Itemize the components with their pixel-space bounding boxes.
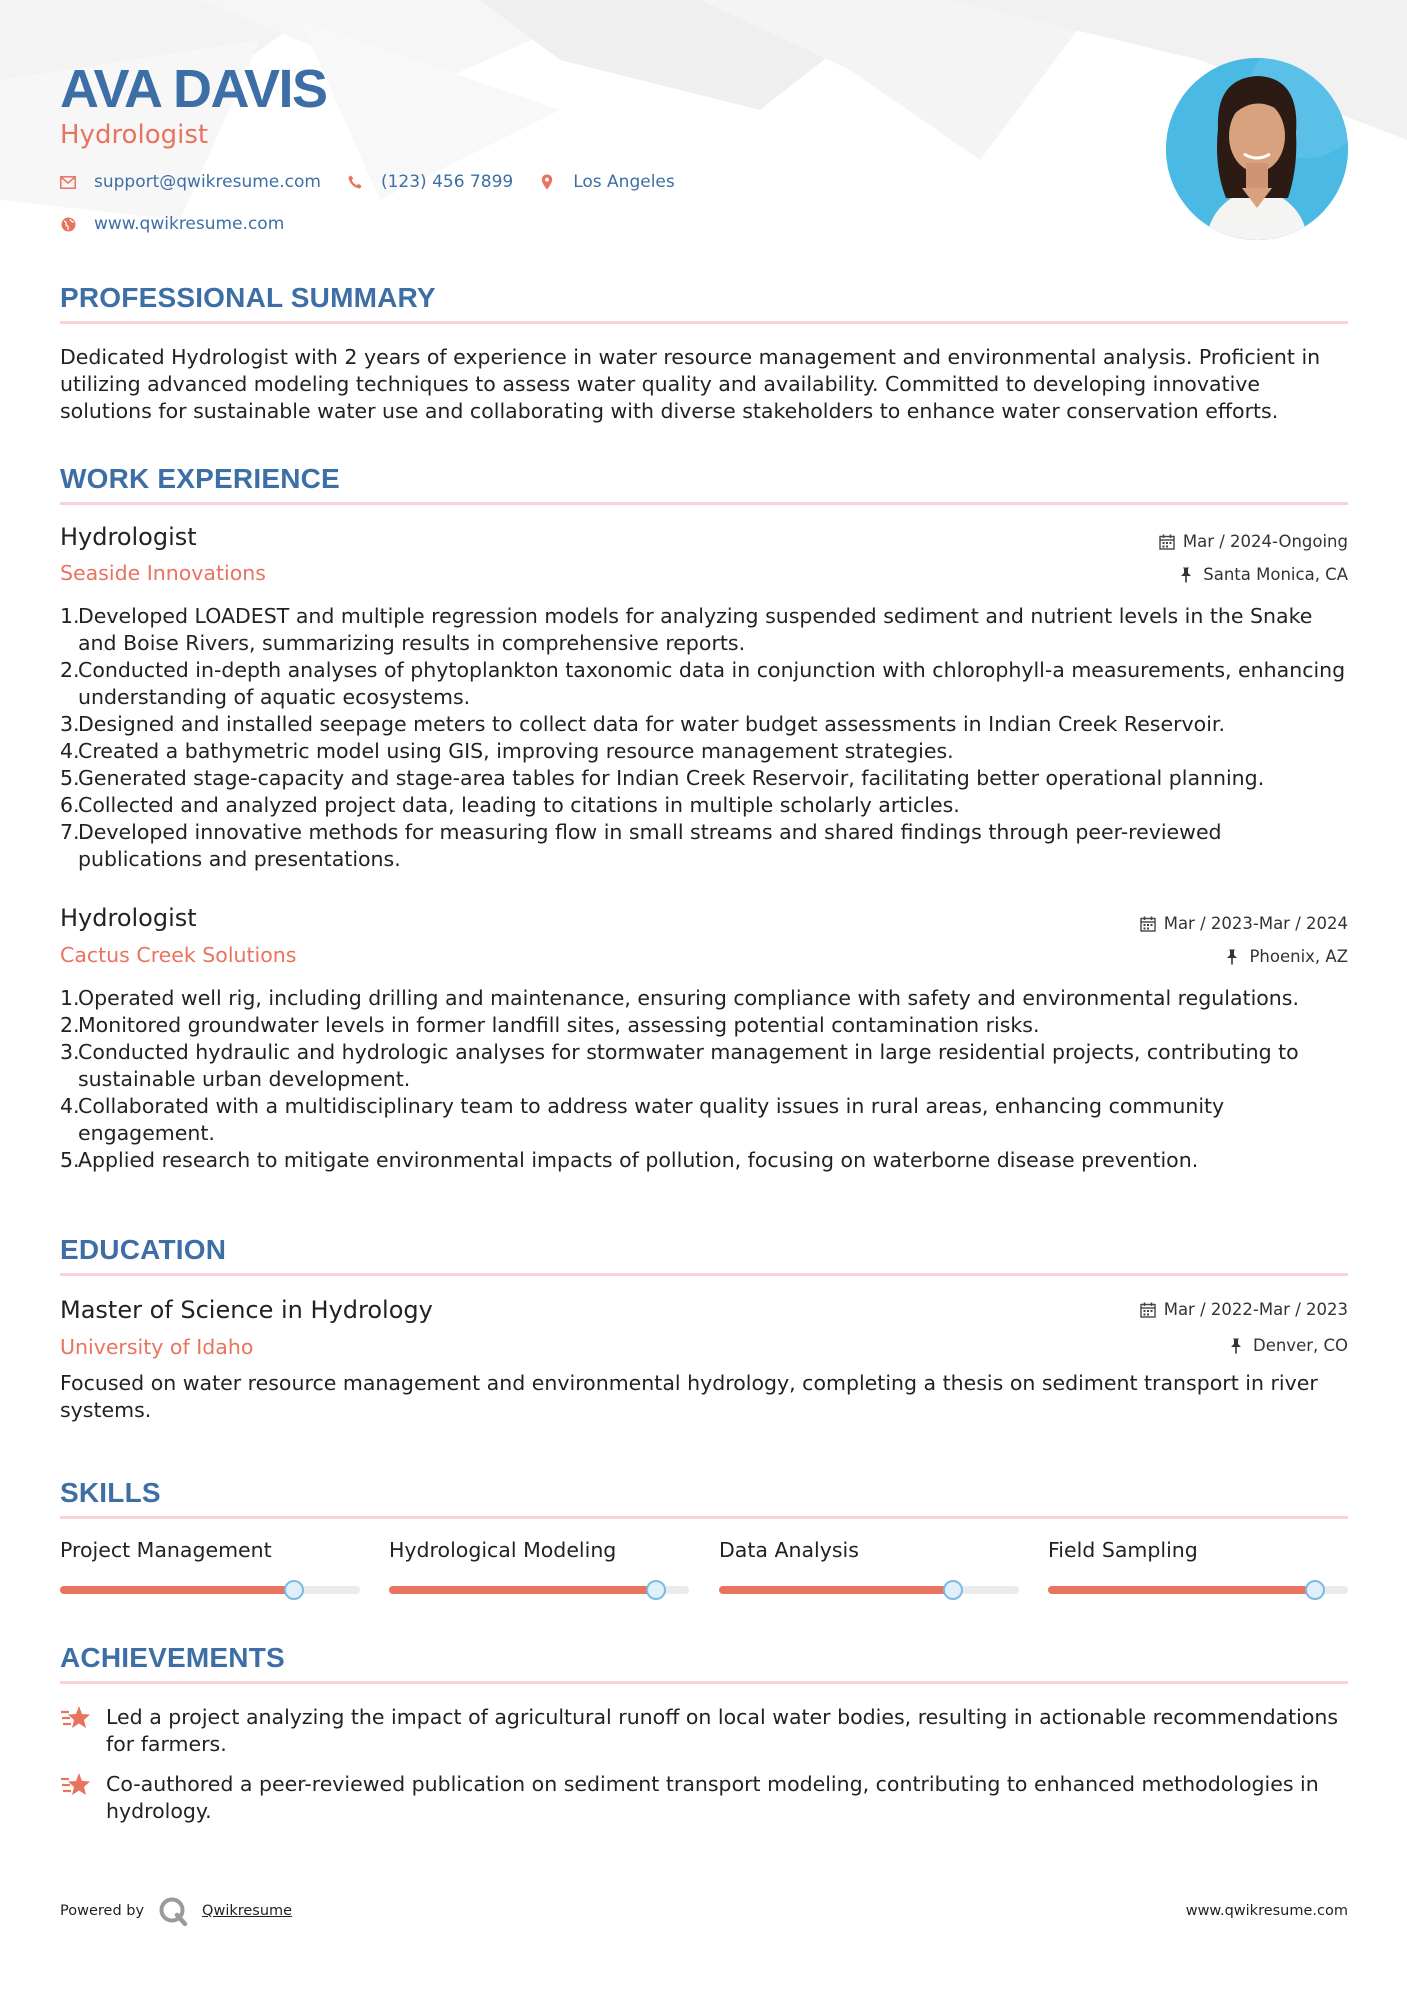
skill-level-bar [60,1586,360,1594]
job-dates-text: Mar / 2024-Ongoing [1182,532,1348,551]
summary-text: Dedicated Hydrologist with 2 years of experience in water resource management and environmental analysis. Proficient in utilizing advanced modeling techniques to assess water quality and availability. Committed to developing innovative solutions for sustainable water use and collaborating with diverse stakeholders to enhance water conservation efforts. [60,345,1321,423]
skill-level-knob [284,1580,304,1600]
achievement-text: Led a project analyzing the impact of agricultural runoff on local water bodies, resulting in actionable recommendations for farmers. [106,1705,1339,1756]
achievement-text: Co-authored a peer-reviewed publication on sediment transport modeling, contributing to enhanced methodologies in hydrology. [106,1772,1319,1823]
achievement-item [60,1704,1348,1758]
job-title: Hydrologist [60,523,197,551]
job-dates [1159,532,1348,551]
skill-name: Hydrological Modeling [389,1538,617,1562]
footer-url[interactable]: www.qwikresume.com [1185,1903,1348,1919]
company-name: Seaside Innovations [60,561,266,585]
list-item: 2. Monitored groundwater levels in former landfill sites, assessing potential contamination risks. [60,1013,1040,1037]
calendar-icon [1140,916,1156,932]
candidate-role: Hydrologist [60,120,209,150]
skill-level-knob [646,1580,666,1600]
company-name: Cactus Creek Solutions [60,943,297,967]
section-divider [60,502,1348,505]
website-contact[interactable] [60,214,284,234]
education-location-text: Denver, CO [1252,1336,1348,1355]
skill-level-bar [1048,1586,1348,1594]
skill-level-fill [60,1586,294,1594]
achievements-section-title: ACHIEVEMENTS [60,1642,285,1673]
location-contact [539,172,675,192]
list-item: 2. Conducted in-depth analyses of phytoplankton taxonomic data in conjunction with chlorophyll-a measurements, enhancing understanding of aquatic ecosystems. [60,658,1346,709]
job-responsibilities [60,985,1348,1174]
list-item: 6. Collected and analyzed project data, leading to citations in multiple scholarly articles. [60,793,960,817]
skill-item [389,1538,689,1594]
phone-icon [347,174,363,190]
job-dates-text: Mar / 2023-Mar / 2024 [1163,914,1348,933]
list-item: 3. Designed and installed seepage meters to collect data for water budget assessments in Indian Creek Reservoir. [60,712,1225,736]
section-divider [60,1681,1348,1684]
calendar-icon [1140,1302,1156,1318]
list-item: 4. Collaborated with a multidisciplinary team to address water quality issues in rural areas, enhancing community engagement. [60,1094,1225,1145]
degree-title: Master of Science in Hydrology [60,1296,433,1324]
map-pin-icon [539,174,555,190]
skill-name: Field Sampling [1048,1538,1198,1562]
education-section-title: EDUCATION [60,1234,227,1265]
powered-by-label: Powered by [60,1903,145,1919]
list-item: 7. Developed innovative methods for measuring flow in small streams and shared findings through peer-reviewed publications and presentations. [60,820,1222,871]
skills-section-title: SKILLS [60,1477,161,1508]
contact-row [60,172,701,192]
section-divider [60,1273,1348,1276]
skill-item [60,1538,360,1594]
achievement-item [60,1771,1348,1825]
phone-contact[interactable] [347,172,513,192]
skill-level-fill [389,1586,656,1594]
job-dates [1140,914,1348,933]
skill-item [1048,1538,1348,1594]
powered-by [60,1896,292,1926]
footer [60,1896,1348,1926]
job-responsibilities [60,603,1348,873]
location-text: Los Angeles [573,172,675,192]
education-dates [1140,1300,1348,1319]
phone-text: (123) 456 7899 [380,172,514,192]
education-dates-text: Mar / 2022-Mar / 2023 [1163,1300,1348,1319]
pushpin-icon [1225,949,1241,965]
profile-photo [1166,58,1348,240]
education-description: Focused on water resource management and environmental hydrology, completing a thesis on sediment transport in river systems. [60,1371,1318,1422]
job-location-text: Phoenix, AZ [1249,947,1348,966]
skill-level-knob [943,1580,963,1600]
education-location [1229,1336,1348,1355]
job-location [1179,565,1348,584]
pushpin-icon [1229,1338,1245,1354]
calendar-icon [1159,534,1175,550]
skill-level-bar [389,1586,689,1594]
list-item: 3. Conducted hydraulic and hydrologic analyses for stormwater management in large residential projects, contributing to sustainable urban development. [60,1040,1299,1091]
email-contact[interactable] [60,172,321,192]
skill-name: Project Management [60,1538,272,1562]
skill-level-fill [1048,1586,1315,1594]
list-item: 4. Created a bathymetric model using GIS, improving resource management strategies. [60,739,954,763]
qwikresume-logo-icon [158,1896,188,1926]
job-title: Hydrologist [60,904,197,932]
star-achievement-icon [60,1704,92,1732]
skill-level-knob [1305,1580,1325,1600]
pushpin-icon [1179,567,1195,583]
job-location [1225,947,1348,966]
envelope-icon [60,174,76,190]
skill-level-bar [719,1586,1019,1594]
globe-icon [60,216,76,232]
list-item: 5. Generated stage-capacity and stage-area tables for Indian Creek Reservoir, facilitating better operational planning. [60,766,1265,790]
contact-row-website [60,214,310,234]
website-text: www.qwikresume.com [94,214,285,234]
section-divider [60,321,1348,324]
skill-level-fill [719,1586,953,1594]
email-text: support@qwikresume.com [94,172,321,192]
candidate-name: AVA DAVIS [60,59,327,119]
section-divider [60,1516,1348,1519]
experience-section-title: WORK EXPERIENCE [60,463,340,494]
star-achievement-icon [60,1771,92,1799]
list-item: 1. Operated well rig, including drilling and maintenance, ensuring compliance with safety and environmental regulations. [60,986,1299,1010]
summary-section-title: PROFESSIONAL SUMMARY [60,282,436,313]
skill-item [719,1538,1019,1594]
list-item: 5. Applied research to mitigate environmental impacts of pollution, focusing on waterborne disease prevention. [60,1148,1199,1172]
job-location-text: Santa Monica, CA [1203,565,1348,584]
skill-name: Data Analysis [719,1538,859,1562]
list-item: 1. Developed LOADEST and multiple regression models for analyzing suspended sediment and nutrient levels in the Snake and Boise Rivers, summarizing results in comprehensive reports. [60,604,1313,655]
qwikresume-link[interactable]: Qwikresume [202,1903,293,1919]
school-name: University of Idaho [60,1335,254,1359]
